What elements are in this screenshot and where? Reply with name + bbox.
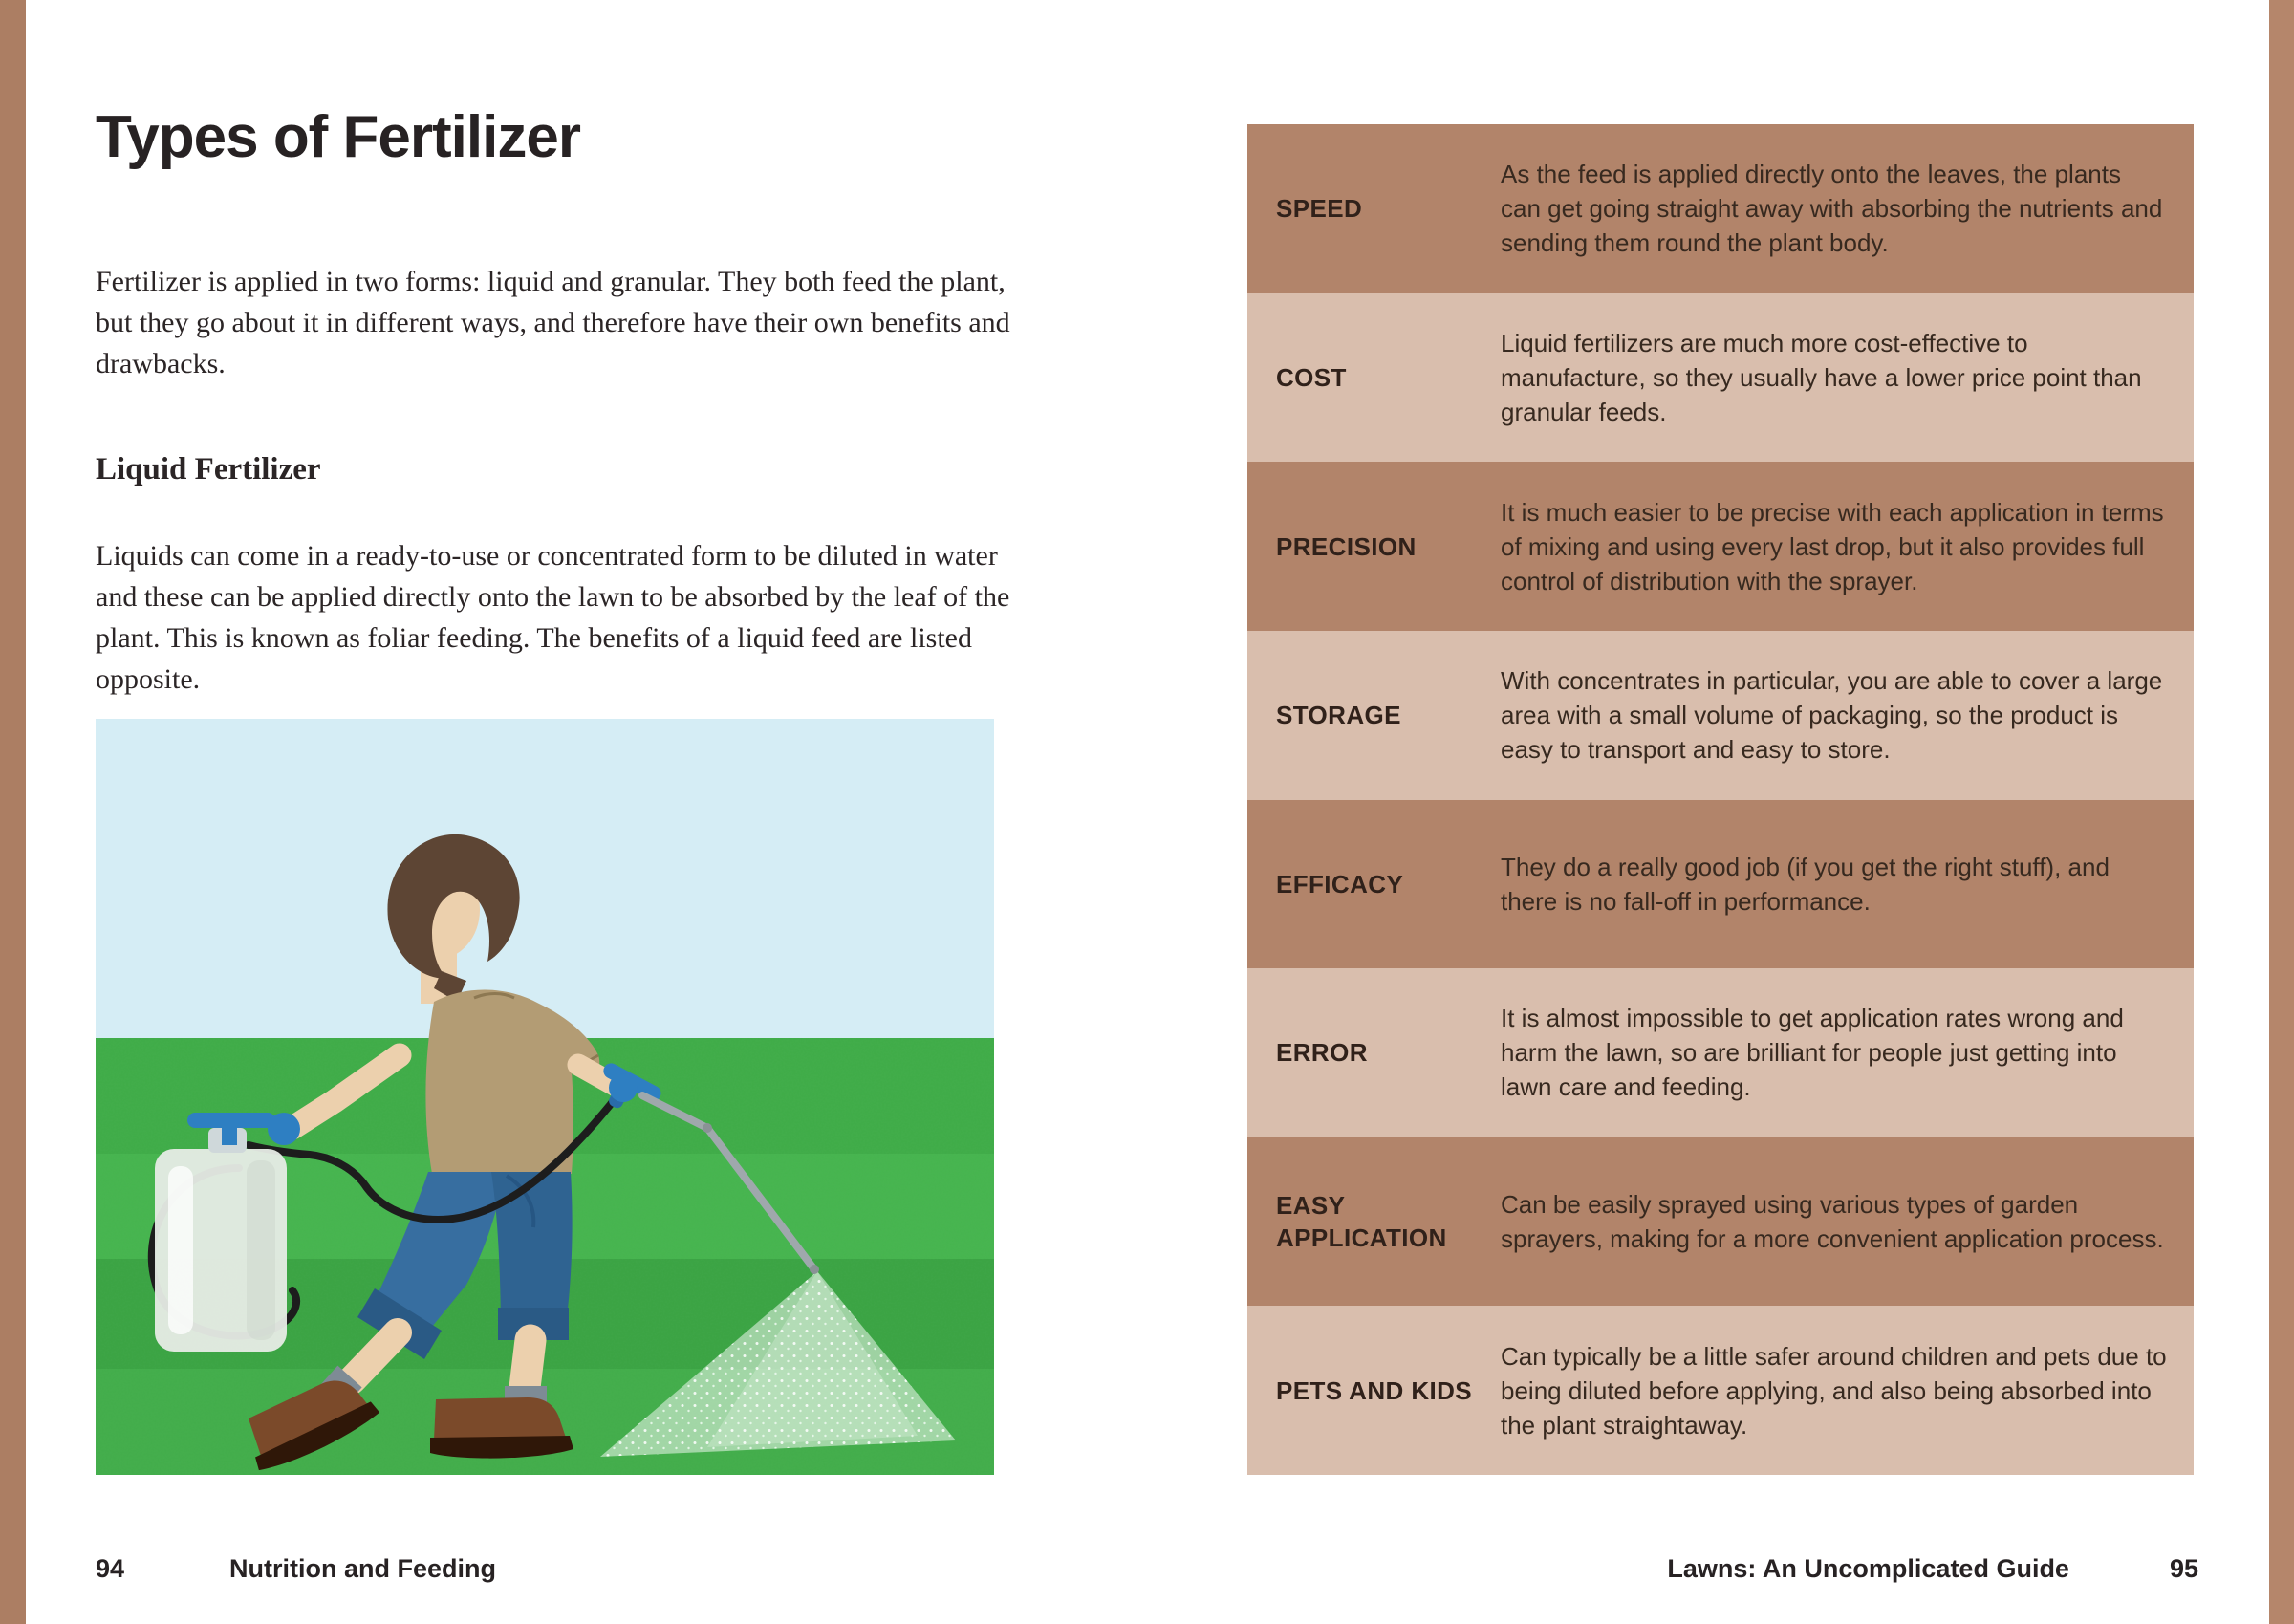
row-description: Can typically be a little safer around children and pets due to being diluted before applying, and also being absorbed into the plant straightaway. bbox=[1501, 1341, 2167, 1440]
table-row bbox=[1247, 1306, 2194, 1475]
sky bbox=[96, 719, 994, 1038]
book-title: Lawns: An Uncomplicated Guide bbox=[1667, 1554, 2069, 1583]
row-label: PETS AND KIDS bbox=[1276, 1375, 1473, 1405]
row-description: Liquid fertilizers are much more cost-effective to manufacture, so they usually have a lower price point than granular feeds. bbox=[1501, 328, 2142, 426]
row-description: Can be easily sprayed using various types of garden sprayers, making for a more convenient application process. bbox=[1501, 1190, 2164, 1254]
table-row bbox=[1247, 968, 2194, 1137]
row-description: It is much easier to be precise with each application in terms of mixing and using every last drop, but it also provides full control of distribution with the sprayer. bbox=[1501, 497, 2164, 595]
table-row bbox=[1247, 293, 2194, 463]
left-page-number: 94 bbox=[96, 1554, 125, 1583]
row-label: STORAGE bbox=[1276, 701, 1401, 730]
table-row bbox=[1247, 800, 2194, 969]
right-footer bbox=[1667, 1554, 2198, 1584]
page-title: Types of Fertilizer bbox=[96, 103, 580, 170]
intro-paragraph: Fertilizer is applied in two forms: liquid and granular. They both feed the plant, but they go about it in different ways, and therefore have their own benefits and drawbacks. bbox=[96, 266, 1010, 379]
section-heading: Liquid Fertilizer bbox=[96, 452, 321, 487]
row-label: EASY APPLICATION bbox=[1276, 1191, 1447, 1253]
row-label: PRECISION bbox=[1276, 531, 1417, 561]
glove-left bbox=[609, 1073, 638, 1102]
lawn-spraying-illustration bbox=[96, 719, 994, 1475]
table-row bbox=[1247, 124, 2194, 293]
table-row bbox=[1247, 462, 2194, 631]
row-description: With concentrates in particular, you are able to cover a large area with a small volume of packaging, so the product is easy to transport and easy to store. bbox=[1501, 666, 2163, 765]
table-row bbox=[1247, 631, 2194, 800]
book-edge-right bbox=[2269, 0, 2294, 1624]
row-description: It is almost impossible to get application rates wrong and harm the lawn, so are brilliant for people just getting into lawn care and feeding. bbox=[1501, 1004, 2124, 1102]
table-row bbox=[1247, 1137, 2194, 1307]
chapter-title: Nutrition and Feeding bbox=[229, 1554, 496, 1583]
row-label: COST bbox=[1276, 362, 1347, 392]
glove-right bbox=[268, 1113, 300, 1145]
row-description: As the feed is applied directly onto the leaves, the plants can get going straight away with absorbing the nutrients and sending them round the plant body. bbox=[1501, 160, 2163, 258]
row-label: ERROR bbox=[1276, 1038, 1368, 1068]
row-label: SPEED bbox=[1276, 194, 1363, 224]
right-page-number: 95 bbox=[2169, 1554, 2198, 1583]
row-description: They do a really good job (if you get the right stuff), and there is no fall-off in performance. bbox=[1501, 852, 2110, 916]
liquid-fertilizer-benefits-table bbox=[1247, 124, 2194, 1475]
row-label: EFFICACY bbox=[1276, 869, 1404, 899]
section-body-paragraph: Liquids can come in a ready-to-use or concentrated form to be diluted in water and these can be applied directly onto the lawn to be absorbed by the leaf of the plant. This is known as foliar feeding. The benefits of a liquid feed are listed opposite. bbox=[96, 540, 1010, 695]
book-edge-left bbox=[0, 0, 26, 1624]
